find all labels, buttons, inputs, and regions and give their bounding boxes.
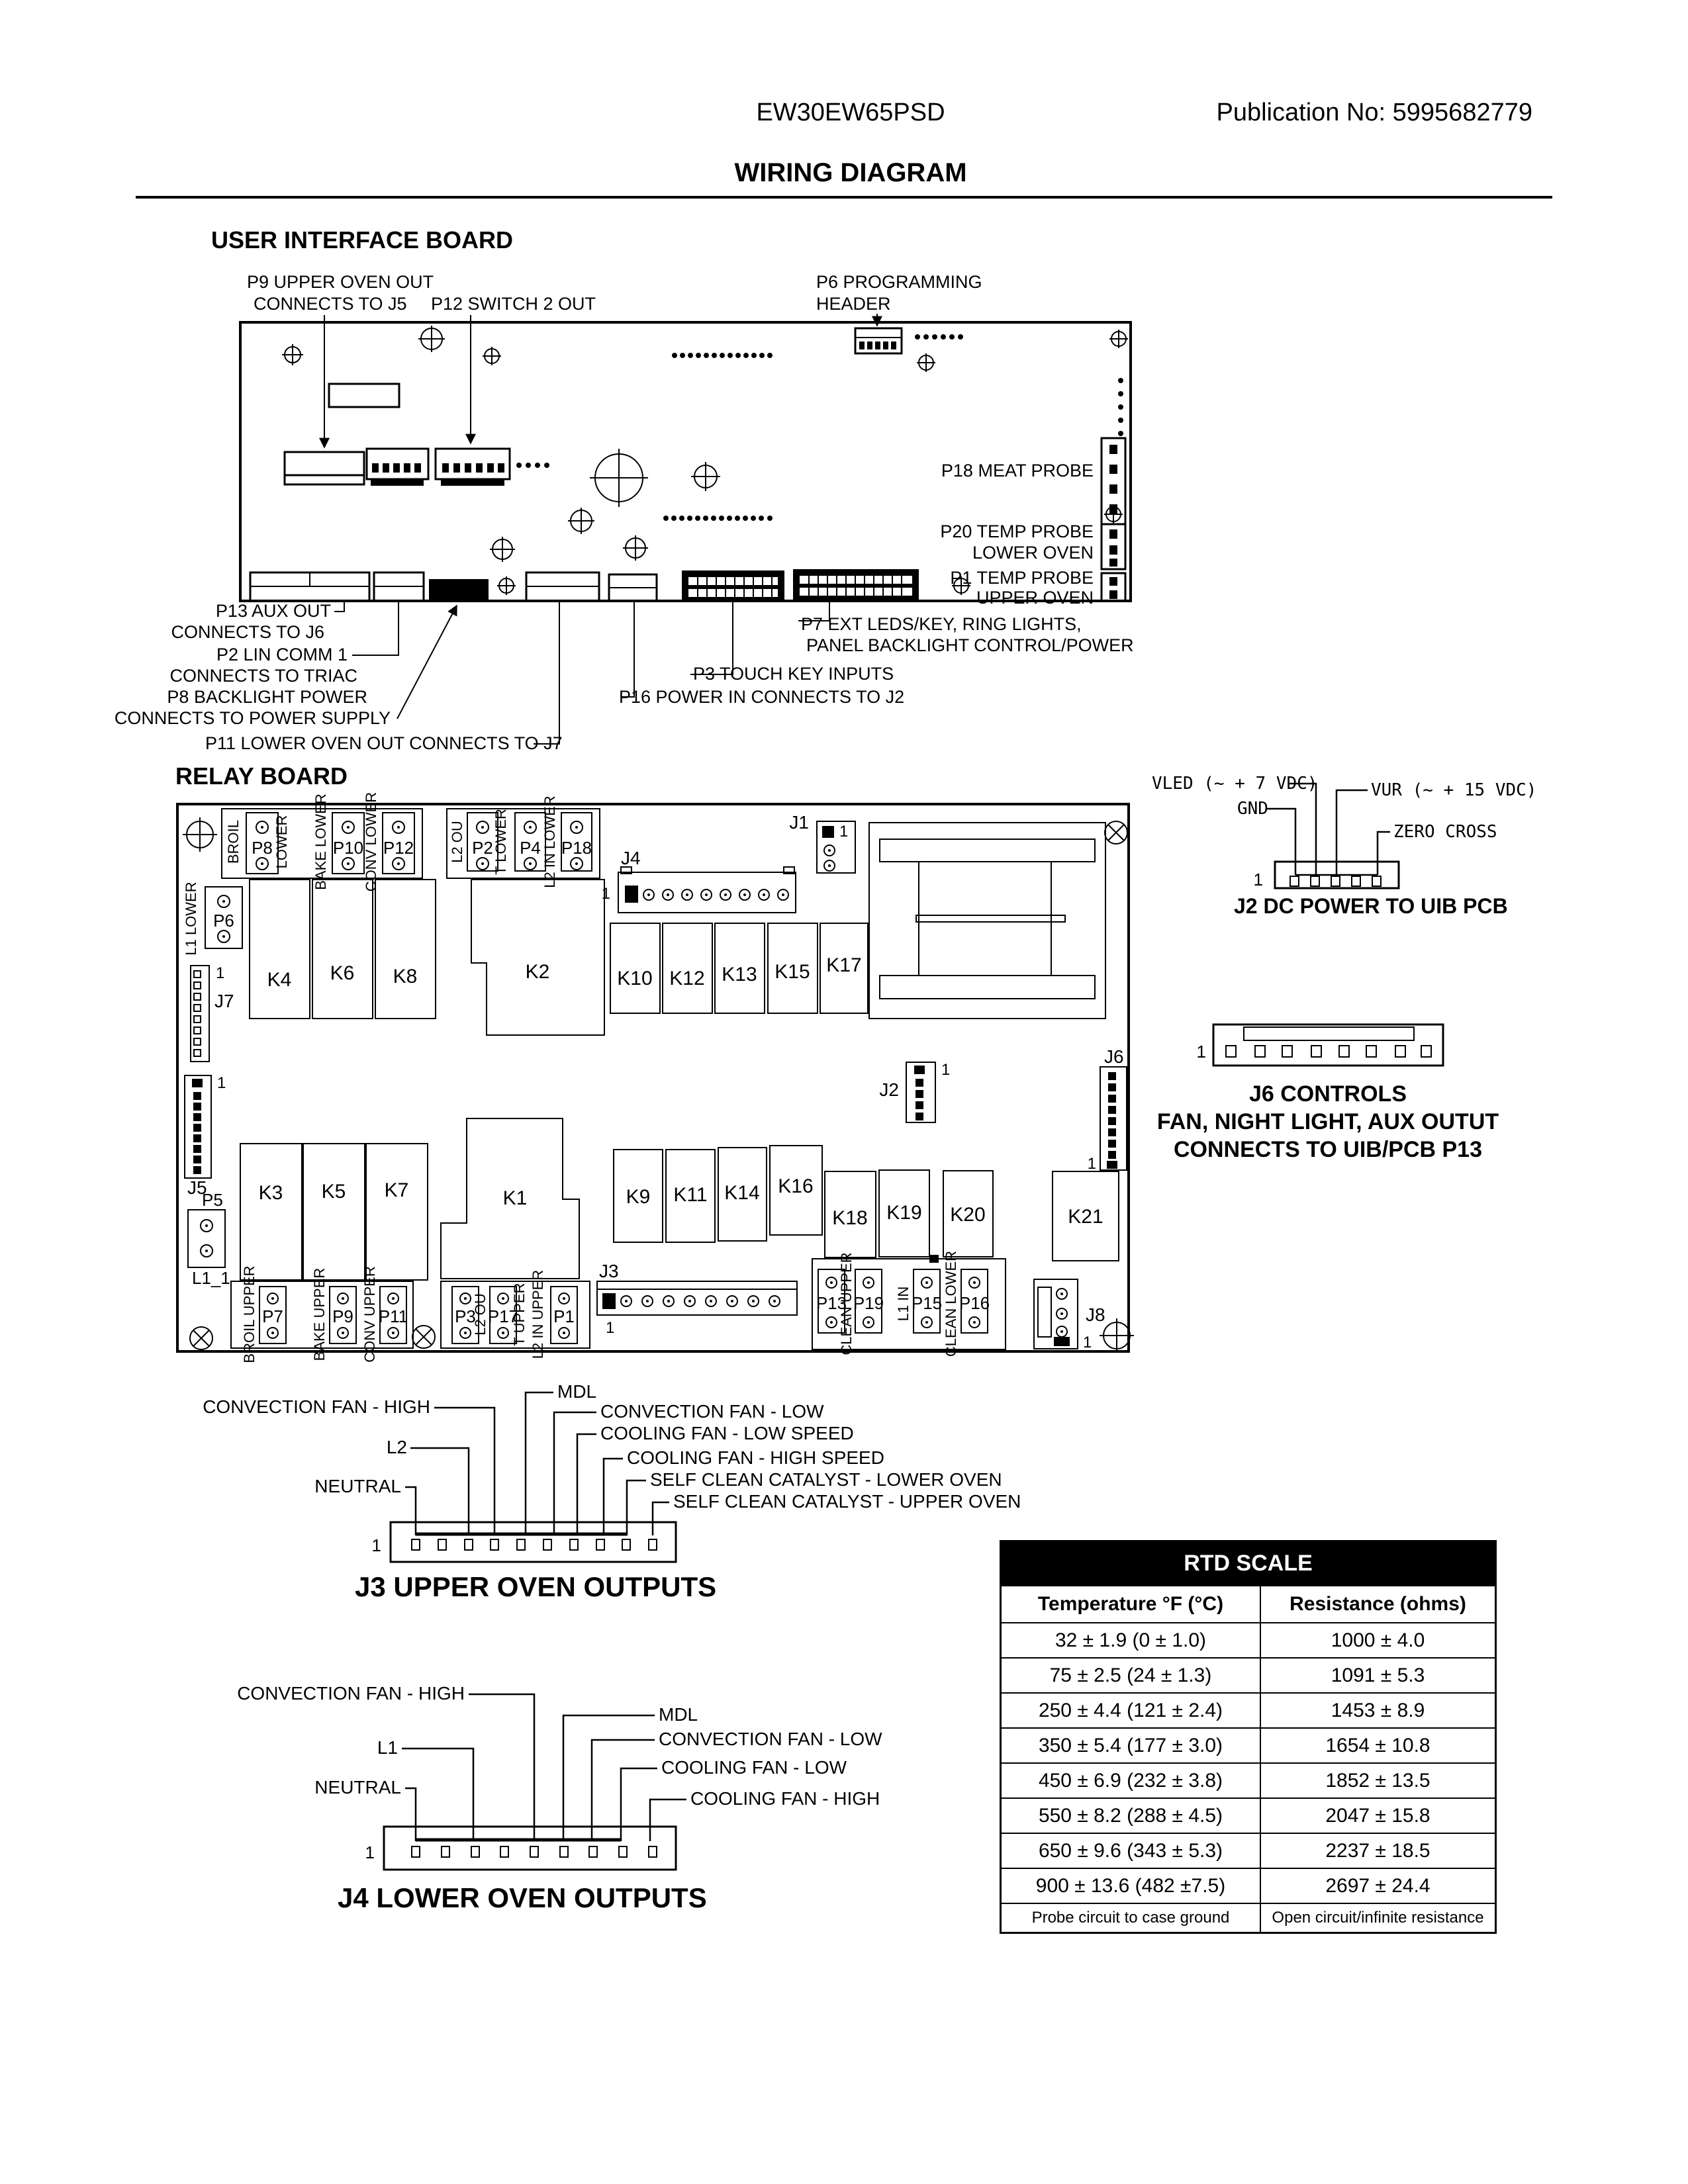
svg-text:K2: K2	[525, 961, 550, 983]
uib-p3-callout: P3 TOUCH KEY INPUTS	[693, 664, 894, 684]
uib-p8-connector	[429, 579, 489, 601]
uib-mid-connector	[367, 449, 428, 486]
j3-mdl-wire	[526, 1392, 553, 1535]
vl-l2-ou-upper: L2 OU	[472, 1293, 489, 1336]
j3-conv-high-wire	[434, 1408, 494, 1535]
j3-neutral-wire	[405, 1487, 416, 1535]
relay-k11	[666, 1150, 715, 1242]
vl-clean-upper: CLEAN UPPER	[838, 1252, 855, 1355]
uib-p6-label-1: P6 PROGRAMMING	[816, 272, 982, 292]
svg-text:K15: K15	[774, 961, 810, 983]
uib-p3-connector	[682, 570, 784, 601]
j3-conv-high-label: CONVECTION FAN - HIGH	[203, 1396, 430, 1417]
uib-p2-callout-2: CONNECTS TO TRIAC	[169, 666, 357, 686]
vl-clean-lower: CLEAN LOWER	[943, 1250, 959, 1357]
vlabel-lower: LOWER	[273, 815, 290, 869]
relay-j3-connector	[597, 1261, 797, 1337]
j4-neutral-label: NEUTRAL	[314, 1777, 401, 1797]
uib-testpoint-col	[1118, 378, 1123, 436]
uib-p20-label-1: P20 TEMP PROBE	[940, 522, 1094, 541]
j3-connector	[391, 1522, 676, 1562]
publication-number: Publication No: 5995682779	[1216, 99, 1532, 126]
j4-cool-low-label: COOLING FAN - LOW	[661, 1757, 847, 1778]
dc-pin1: 1	[1253, 870, 1263, 889]
uib-p13-leader	[334, 602, 344, 612]
relay-k21	[1053, 1171, 1119, 1261]
uib-p20-label-2: LOWER OVEN	[972, 543, 1094, 563]
uib-p6-connector	[855, 328, 963, 353]
uib-p7-connector	[793, 569, 919, 601]
uib-p11-connector	[526, 572, 599, 601]
j6c-connector	[1213, 1024, 1443, 1066]
relay-j7-connector	[191, 964, 234, 1062]
port-p18-label: P18	[561, 838, 592, 858]
j1-label: J1	[789, 812, 809, 833]
uib-p13-callout-2: CONNECTS TO J6	[171, 622, 324, 642]
vlabel-l2-ou-lower: L2 OU	[449, 821, 465, 863]
j4-conv-high-wire	[469, 1694, 534, 1841]
port-p19-label: P19	[853, 1293, 884, 1313]
uib-p18-connector	[1102, 438, 1125, 524]
uib-p2-leader	[352, 602, 399, 655]
l1-1-label: L1_1	[192, 1268, 230, 1288]
svg-text:K21: K21	[1068, 1206, 1103, 1228]
svg-text:K17: K17	[826, 954, 862, 976]
j3-label: J3	[599, 1261, 619, 1281]
j8-label: J8	[1086, 1304, 1105, 1325]
relay-j4-connector	[602, 848, 796, 913]
uib-p9-connector	[285, 452, 364, 484]
uib-p2-connector	[374, 572, 424, 601]
svg-text:K7: K7	[384, 1179, 409, 1201]
svg-text:K9: K9	[626, 1186, 651, 1208]
j4-title: J4 LOWER OVEN OUTPUTS	[338, 1882, 707, 1913]
rtd-row: 350 ± 5.4 (177 ± 3.0) 1654 ± 10.8	[1002, 1727, 1495, 1762]
svg-text:K4: K4	[267, 969, 292, 991]
j4-cool-high-wire	[650, 1799, 686, 1841]
relay-j6-connector	[1088, 1046, 1127, 1173]
relay-j1-connector	[789, 812, 855, 873]
svg-text:K14: K14	[724, 1182, 760, 1204]
uib-p13-connector	[250, 572, 369, 601]
dc-caption: J2 DC POWER TO UIB PCB	[1234, 894, 1508, 918]
j6-label: J6	[1104, 1046, 1124, 1067]
j2-label: J2	[879, 1079, 899, 1100]
uib-testpoint-row-1	[672, 353, 773, 358]
relay-group-l2-upper	[441, 1270, 590, 1359]
uib-p16-connector	[609, 574, 657, 601]
uib-p9-label-2: CONNECTS TO J5	[254, 294, 407, 314]
uib-p1-label-1: P1 TEMP PROBE	[950, 568, 1094, 588]
rtd-col-temp: Temperature °F (°C)	[1002, 1586, 1261, 1622]
port-p3-label: P3	[455, 1306, 476, 1326]
relay-section-title: RELAY BOARD	[175, 762, 348, 790]
port-p1-label: P1	[553, 1306, 575, 1326]
j5-pin1: 1	[217, 1074, 226, 1092]
relay-k6	[312, 880, 373, 1019]
j4-label: J4	[621, 848, 641, 868]
j3-conv-low-wire	[554, 1412, 596, 1535]
j6c-line-2: FAN, NIGHT LIGHT, AUX OUTUT	[1156, 1109, 1499, 1134]
j3-cool-low-wire	[577, 1434, 596, 1535]
rtd-col-res: Resistance (ohms)	[1289, 1593, 1466, 1615]
uib-p1-label-2: UPPER OVEN	[976, 588, 1094, 608]
relay-k2	[471, 880, 604, 1035]
j2-pin1: 1	[941, 1061, 951, 1079]
relay-k4	[250, 880, 310, 1019]
j4-outputs-section	[237, 1683, 882, 1913]
gnd-label: GND	[1237, 799, 1268, 819]
j4-pin1: 1	[601, 885, 610, 903]
relay-p5-connector	[188, 1190, 230, 1288]
relay-k20	[943, 1171, 993, 1257]
j3-title: J3 UPPER OVEN OUTPUTS	[355, 1571, 717, 1602]
uib-p8-leader	[397, 606, 457, 719]
svg-text:K13: K13	[722, 964, 757, 985]
uib-p7-callout-2: PANEL BACKLIGHT CONTROL/POWER	[806, 635, 1134, 655]
uib-p2-callout-1: P2 LIN COMM 1	[216, 645, 348, 664]
relay-k16	[770, 1146, 822, 1235]
uib-p12-connector	[436, 449, 549, 486]
rtd-header-row	[1002, 1585, 1495, 1622]
uib-p12-label: P12 SWITCH 2 OUT	[431, 294, 596, 314]
uib-component-box	[329, 384, 399, 407]
j3-cool-low-label: COOLING FAN - LOW SPEED	[600, 1423, 854, 1443]
uib-p1-connector	[1102, 573, 1125, 601]
vlabel-t-lower: T LOWER	[492, 809, 509, 875]
port-p16-label: P16	[959, 1293, 990, 1313]
model-number: EW30EW65PSD	[756, 99, 945, 126]
svg-text:K8: K8	[393, 966, 418, 987]
page-header	[136, 99, 1552, 197]
port-p5-label: P5	[202, 1190, 223, 1210]
vl-bake-upper: BAKE UPPER	[311, 1267, 328, 1361]
relay-group-clean	[812, 1251, 1006, 1357]
relay-k19	[879, 1170, 929, 1257]
j6-pin1: 1	[1087, 1155, 1096, 1173]
relay-p6-connector	[183, 882, 242, 955]
port-p4-label: P4	[520, 838, 541, 858]
svg-text:K16: K16	[778, 1175, 814, 1197]
zero-cross-label: ZERO CROSS	[1393, 822, 1497, 842]
svg-text:K20: K20	[950, 1204, 986, 1226]
uib-p16-leader	[621, 602, 634, 697]
port-p13-label: P13	[816, 1293, 847, 1313]
relay-k15	[768, 923, 818, 1013]
port-p7-label: P7	[262, 1306, 283, 1326]
svg-text:K1: K1	[502, 1187, 528, 1209]
j6-controls-callout	[1157, 1024, 1499, 1162]
uib-testpoint-row-2	[663, 516, 773, 521]
j3-pin1: 1	[371, 1535, 381, 1555]
svg-text:K19: K19	[886, 1202, 922, 1224]
relay-group-broil-bake-conv-lower	[222, 792, 422, 891]
j3-cool-high-wire	[604, 1459, 623, 1535]
uib-p6-label-2: HEADER	[816, 294, 891, 314]
port-p9-label: P9	[332, 1306, 353, 1326]
port-p11-label: P11	[378, 1306, 408, 1326]
relay-transformer	[869, 823, 1105, 1019]
vur-label: VUR (~ + 15 VDC)	[1371, 780, 1537, 800]
uib-p16-callout: P16 POWER IN CONNECTS TO J2	[619, 687, 905, 707]
j3-outputs-section	[203, 1381, 1021, 1602]
j3-sc-upper-wire	[653, 1502, 669, 1535]
relay-k18	[825, 1171, 876, 1257]
uib-p8-callout-2: CONNECTS TO POWER SUPPLY	[114, 708, 391, 728]
vlabel-l1-lower: L1 LOWER	[183, 882, 199, 956]
uib-p11-leader	[534, 602, 559, 744]
svg-text:K10: K10	[617, 968, 653, 989]
relay-k3	[240, 1144, 302, 1280]
j3-l2-label: L2	[386, 1437, 407, 1457]
relay-k9	[614, 1150, 663, 1242]
rtd-scale-table	[1000, 1540, 1497, 1934]
vl-l2-in-upper: L2 IN UPPER	[530, 1269, 546, 1359]
uib-p20-connector	[1102, 524, 1125, 569]
j6c-line-1: J6 CONTROLS	[1248, 1081, 1407, 1107]
relay-k13	[715, 923, 765, 1013]
j4-neutral-wire	[405, 1788, 416, 1841]
uib-p11-callout: P11 LOWER OVEN OUT CONNECTS TO J7	[205, 733, 563, 753]
j6c-line-3: CONNECTS TO UIB/PCB P13	[1173, 1137, 1483, 1162]
relay-board-section	[175, 762, 1134, 1363]
relay-group-l2-lower	[447, 796, 600, 887]
rtd-footer-row	[1002, 1903, 1495, 1932]
j6c-pin1: 1	[1196, 1042, 1206, 1062]
gnd-wire	[1266, 809, 1295, 875]
port-p17-label: P17	[487, 1306, 519, 1326]
svg-text:K5: K5	[321, 1181, 346, 1203]
rtd-title: RTD SCALE	[1002, 1542, 1495, 1585]
rtd-row: 75 ± 2.5 (24 ± 1.3) 1091 ± 5.3	[1002, 1657, 1495, 1692]
port-p2-label: P2	[472, 838, 493, 858]
uib-p9-label-1: P9 UPPER OVEN OUT	[247, 272, 434, 292]
j3-sc-lower-label: SELF CLEAN CATALYST - LOWER OVEN	[650, 1469, 1002, 1490]
svg-text:K3: K3	[258, 1182, 283, 1204]
vl-t-upper: T UPPER	[511, 1283, 528, 1346]
j3-mdl-label: MDL	[557, 1381, 597, 1402]
j7-label: J7	[214, 991, 234, 1011]
svg-text:K12: K12	[669, 968, 705, 989]
uib-p8-callout-1: P8 BACKLIGHT POWER	[167, 687, 367, 707]
rtd-row: 650 ± 9.6 (343 ± 5.3) 2237 ± 18.5	[1002, 1833, 1495, 1868]
rtd-foot-temp: Probe circuit to case ground	[1002, 1904, 1261, 1932]
j3-sc-lower-wire	[627, 1480, 646, 1535]
uib-p13-callout-1: P13 AUX OUT	[215, 601, 331, 621]
svg-text:K11: K11	[673, 1184, 708, 1206]
vl-conv-upper: CONV UPPER	[361, 1266, 378, 1363]
j4-mdl-wire	[563, 1715, 655, 1841]
uib-section	[115, 226, 1134, 753]
vlabel-broil: BROIL	[225, 819, 242, 864]
relay-j2-connector	[879, 1061, 950, 1122]
j3-cool-high-label: COOLING FAN - HIGH SPEED	[627, 1447, 884, 1468]
rtd-row: 32 ± 1.9 (0 ± 1.0) 1000 ± 4.0	[1002, 1622, 1495, 1657]
port-p6-label: P6	[213, 911, 234, 931]
j4-mdl-label: MDL	[659, 1704, 698, 1725]
uib-section-title: USER INTERFACE BOARD	[211, 226, 514, 253]
j4-conv-low-label: CONVECTION FAN - LOW	[659, 1729, 882, 1749]
zero-cross-wire	[1378, 832, 1390, 875]
j3-conv-low-label: CONVECTION FAN - LOW	[600, 1401, 824, 1422]
vlabel-l2-in-lower: L2 IN LOWER	[541, 796, 558, 888]
relay-j8-connector	[1034, 1279, 1105, 1351]
j3-sc-upper-label: SELF CLEAN CATALYST - UPPER OVEN	[673, 1491, 1021, 1512]
j4-conv-high-label: CONVECTION FAN - HIGH	[237, 1683, 465, 1704]
j8-pin1: 1	[1083, 1334, 1092, 1351]
rtd-row: 900 ± 13.6 (482 ±7.5) 2697 ± 24.4	[1002, 1868, 1495, 1903]
vl-l1-in: L1 IN	[895, 1286, 912, 1322]
relay-k8	[375, 880, 436, 1019]
port-p15-label: P15	[911, 1293, 943, 1313]
rtd-foot-res: Open circuit/infinite resistance	[1272, 1909, 1484, 1927]
vlabel-conv-lower: CONV LOWER	[363, 792, 379, 892]
vled-label: VLED (~ + 7 VDC)	[1152, 774, 1318, 794]
j1-pin1: 1	[839, 823, 849, 841]
rtd-row: 550 ± 8.2 (288 ± 4.5) 2047 ± 15.8	[1002, 1797, 1495, 1833]
uib-p7-callout-1: P7 EXT LEDS/KEY, RING LIGHTS,	[801, 614, 1082, 634]
vlabel-bake-lower: BAKE LOWER	[312, 794, 329, 890]
j4-l1-label: L1	[377, 1737, 398, 1758]
j7-pin1: 1	[216, 964, 225, 982]
port-p12-label: P12	[383, 838, 414, 858]
j4-cool-high-label: COOLING FAN - HIGH	[690, 1788, 880, 1809]
port-p8-label: P8	[252, 838, 273, 858]
relay-k14	[718, 1148, 767, 1241]
port-p10-label: P10	[332, 838, 364, 858]
dc-power-callout	[1152, 774, 1536, 918]
relay-k7	[366, 1144, 428, 1280]
j4-cool-low-wire	[621, 1768, 657, 1841]
rtd-row: 250 ± 4.4 (121 ± 2.4) 1453 ± 8.9	[1002, 1692, 1495, 1727]
page-title: WIRING DIAGRAM	[734, 158, 967, 187]
relay-j5-connector	[185, 1074, 226, 1198]
relay-k10	[610, 923, 660, 1013]
j3-neutral-label: NEUTRAL	[314, 1476, 401, 1496]
j3-pin1: 1	[606, 1319, 615, 1337]
svg-text:K6: K6	[330, 962, 355, 984]
svg-text:K18: K18	[832, 1207, 868, 1229]
relay-k12	[663, 923, 712, 1013]
uib-p18-label: P18 MEAT PROBE	[941, 461, 1094, 480]
relay-k5	[303, 1144, 365, 1280]
vl-broil-upper: BROIL UPPER	[241, 1265, 258, 1363]
j5-label: J5	[187, 1177, 207, 1198]
j4-pin1: 1	[365, 1843, 375, 1862]
relay-k17	[820, 923, 868, 1013]
rtd-row: 450 ± 6.9 (232 ± 3.8) 1852 ± 13.5	[1002, 1762, 1495, 1797]
relay-k1	[441, 1118, 579, 1279]
